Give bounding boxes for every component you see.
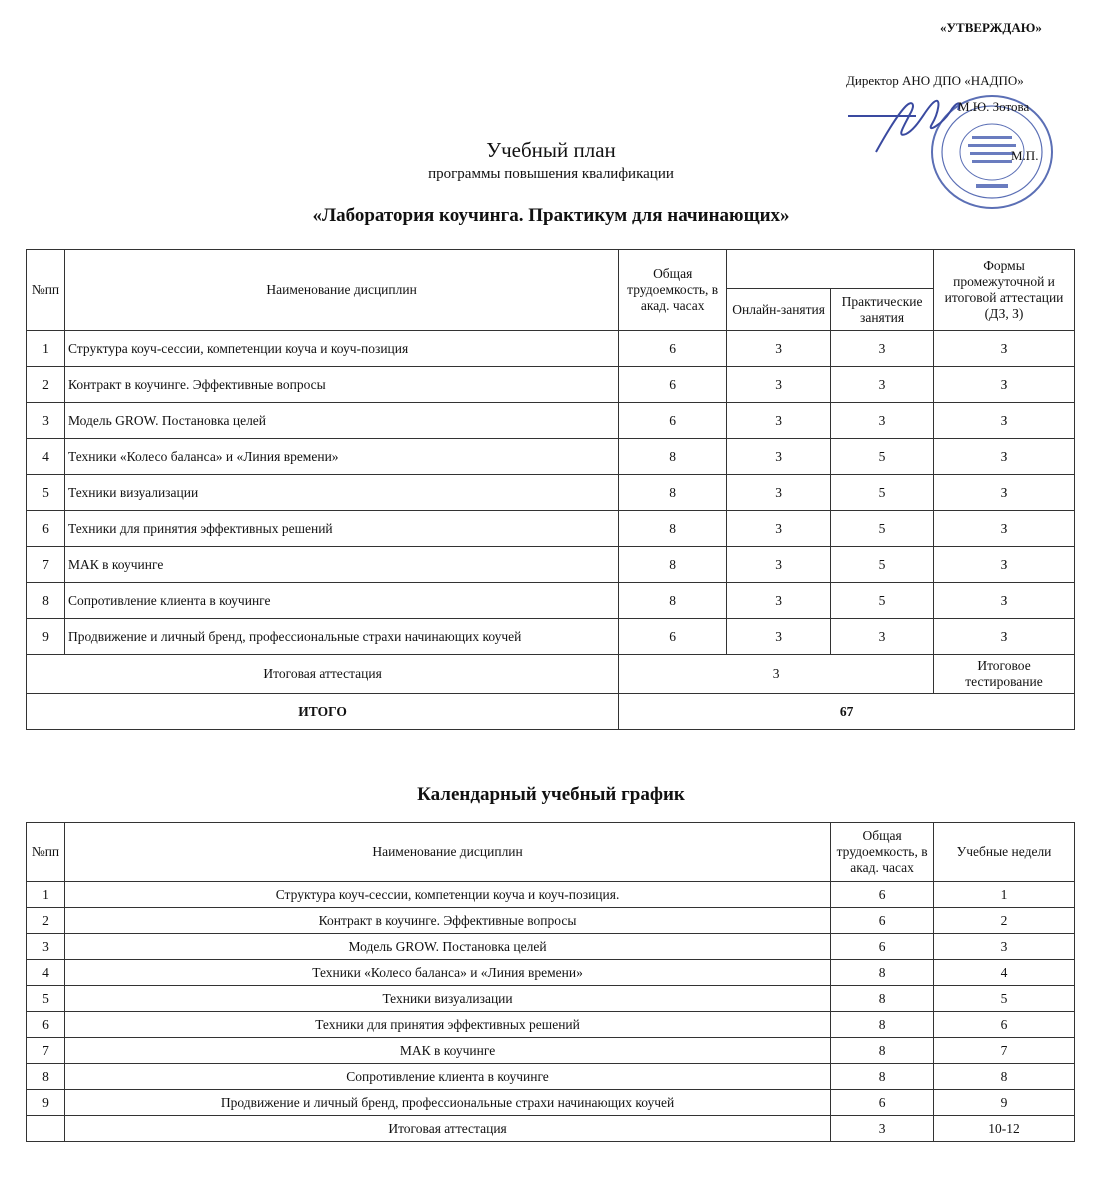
sched-cell-name: Сопротивление клиента в коучинге xyxy=(64,1064,830,1090)
sched-cell-name: Продвижение и личный бренд, профессиональные страхи начинающих коучей xyxy=(64,1090,830,1116)
sched-cell-name: МАК в коучинге xyxy=(64,1038,830,1064)
schedule-row xyxy=(27,1012,1075,1038)
header-online: Онлайн-занятия xyxy=(727,289,831,331)
plan-row xyxy=(27,439,1075,475)
plan-cell-num: 4 xyxy=(27,439,65,475)
sched-header-weeks: Учебные недели xyxy=(934,823,1075,882)
plan-cell-online: 3 xyxy=(727,583,831,619)
plan-cell-practice: 3 xyxy=(831,619,934,655)
sched-cell-total: 8 xyxy=(831,986,934,1012)
plan-cell-form: З xyxy=(934,547,1075,583)
sched-cell-total: 8 xyxy=(831,1038,934,1064)
sched-cell-week: 4 xyxy=(934,960,1075,986)
plan-cell-name: Модель GROW. Постановка целей xyxy=(64,403,618,439)
schedule-title: Календарный учебный график xyxy=(417,784,685,805)
sched-final-total: 3 xyxy=(831,1116,934,1142)
plan-cell-total: 6 xyxy=(619,619,727,655)
plan-cell-practice: 3 xyxy=(831,367,934,403)
plan-row xyxy=(27,583,1075,619)
plan-cell-practice: 3 xyxy=(831,331,934,367)
plan-cell-practice: 5 xyxy=(831,547,934,583)
total-value: 67 xyxy=(619,694,1075,730)
sched-cell-week: 2 xyxy=(934,908,1075,934)
schedule-row xyxy=(27,986,1075,1012)
plan-cell-online: 3 xyxy=(727,511,831,547)
plan-cell-form: З xyxy=(934,511,1075,547)
schedule-row xyxy=(27,908,1075,934)
sched-cell-num: 4 xyxy=(27,960,65,986)
sched-cell-num: 5 xyxy=(27,986,65,1012)
plan-cell-total: 8 xyxy=(619,547,727,583)
schedule-row xyxy=(27,1038,1075,1064)
final-label: Итоговая аттестация xyxy=(27,655,619,694)
plan-cell-practice: 5 xyxy=(831,439,934,475)
plan-cell-num: 1 xyxy=(27,331,65,367)
sched-cell-name: Техники «Колесо баланса» и «Линия времени» xyxy=(64,960,830,986)
schedule-row xyxy=(27,882,1075,908)
plan-cell-num: 6 xyxy=(27,511,65,547)
plan-cell-num: 8 xyxy=(27,583,65,619)
total-label: ИТОГО xyxy=(27,694,619,730)
sched-cell-total: 8 xyxy=(831,1012,934,1038)
plan-cell-form: З xyxy=(934,331,1075,367)
plan-row xyxy=(27,367,1075,403)
sched-cell-num: 6 xyxy=(27,1012,65,1038)
plan-cell-practice: 5 xyxy=(831,475,934,511)
plan-cell-online: 3 xyxy=(727,403,831,439)
sched-cell-name: Структура коуч-сессии, компетенции коуча и коуч-позиция. xyxy=(64,882,830,908)
plan-row xyxy=(27,511,1075,547)
director-title: Директор АНО ДПО «НАДПО» xyxy=(846,73,1024,88)
sched-cell-week: 9 xyxy=(934,1090,1075,1116)
sched-cell-total: 8 xyxy=(831,960,934,986)
plan-cell-total: 8 xyxy=(619,583,727,619)
schedule-table xyxy=(26,822,1075,1142)
schedule-row xyxy=(27,1064,1075,1090)
sched-cell-num: 1 xyxy=(27,882,65,908)
plan-cell-total: 8 xyxy=(619,439,727,475)
sched-cell-total: 6 xyxy=(831,1090,934,1116)
final-form: Итоговое тестирование xyxy=(934,655,1075,694)
plan-cell-num: 7 xyxy=(27,547,65,583)
plan-cell-practice: 5 xyxy=(831,583,934,619)
plan-cell-name: Контракт в коучинге. Эффективные вопросы xyxy=(64,367,618,403)
plan-cell-name: Продвижение и личный бренд, профессиональные страхи начинающих коучей xyxy=(64,619,618,655)
plan-cell-total: 8 xyxy=(619,475,727,511)
plan-cell-num: 2 xyxy=(27,367,65,403)
plan-cell-form: З xyxy=(934,475,1075,511)
signer-name: М.Ю. Зотова xyxy=(958,99,1030,114)
plan-cell-name: Структура коуч-сессии, компетенции коуча и коуч-позиция xyxy=(64,331,618,367)
plan-cell-total: 6 xyxy=(619,403,727,439)
plan-cell-online: 3 xyxy=(727,547,831,583)
sched-cell-num: 8 xyxy=(27,1064,65,1090)
plan-cell-online: 3 xyxy=(727,619,831,655)
sched-cell-week: 7 xyxy=(934,1038,1075,1064)
sched-header-name: Наименование дисциплин xyxy=(64,823,830,882)
sched-cell-name: Техники для принятия эффективных решений xyxy=(64,1012,830,1038)
seal-mark: М.П. xyxy=(1011,148,1039,163)
header-total: Общая трудоемкость, в акад. часах xyxy=(619,250,727,331)
program-title: «Лаборатория коучинга. Практикум для начинающих» xyxy=(312,205,790,226)
plan-row xyxy=(27,331,1075,367)
sched-cell-name: Контракт в коучинге. Эффективные вопросы xyxy=(64,908,830,934)
sched-cell-total: 6 xyxy=(831,908,934,934)
plan-cell-online: 3 xyxy=(727,367,831,403)
header-name: Наименование дисциплин xyxy=(64,250,618,331)
schedule-row xyxy=(27,1090,1075,1116)
plan-cell-practice: 5 xyxy=(831,511,934,547)
sched-cell-week: 8 xyxy=(934,1064,1075,1090)
sched-final-num xyxy=(27,1116,65,1142)
final-value: 3 xyxy=(619,655,934,694)
document-title: Учебный план xyxy=(486,138,616,162)
plan-row xyxy=(27,619,1075,655)
sched-cell-num: 9 xyxy=(27,1090,65,1116)
plan-cell-form: З xyxy=(934,403,1075,439)
plan-cell-online: 3 xyxy=(727,475,831,511)
plan-row xyxy=(27,547,1075,583)
plan-cell-name: МАК в коучинге xyxy=(64,547,618,583)
plan-cell-num: 3 xyxy=(27,403,65,439)
sched-cell-num: 7 xyxy=(27,1038,65,1064)
sched-cell-name: Модель GROW. Постановка целей xyxy=(64,934,830,960)
plan-cell-total: 6 xyxy=(619,367,727,403)
sched-cell-num: 3 xyxy=(27,934,65,960)
schedule-row xyxy=(27,960,1075,986)
plan-row xyxy=(27,403,1075,439)
plan-cell-form: З xyxy=(934,439,1075,475)
sched-header-num: №пп xyxy=(27,823,65,882)
sched-final-label: Итоговая аттестация xyxy=(64,1116,830,1142)
sched-cell-name: Техники визуализации xyxy=(64,986,830,1012)
plan-cell-form: З xyxy=(934,583,1075,619)
plan-cell-total: 8 xyxy=(619,511,727,547)
schedule-row xyxy=(27,934,1075,960)
sched-cell-total: 8 xyxy=(831,1064,934,1090)
header-forms: Формы промежуточной и итоговой аттестации (ДЗ, З) xyxy=(934,250,1075,331)
sched-header-total: Общая трудоемкость, в акад. часах xyxy=(831,823,934,882)
plan-cell-num: 5 xyxy=(27,475,65,511)
study-plan-table xyxy=(26,249,1075,730)
approval-label: «УТВЕРЖДАЮ» xyxy=(940,20,1042,35)
header-practice: Практические занятия xyxy=(831,289,934,331)
header-num: №пп xyxy=(27,250,65,331)
plan-cell-name: Техники визуализации xyxy=(64,475,618,511)
plan-row xyxy=(27,475,1075,511)
sched-cell-week: 5 xyxy=(934,986,1075,1012)
sched-cell-num: 2 xyxy=(27,908,65,934)
sched-cell-total: 6 xyxy=(831,882,934,908)
sched-cell-total: 6 xyxy=(831,934,934,960)
plan-cell-num: 9 xyxy=(27,619,65,655)
plan-cell-form: З xyxy=(934,367,1075,403)
plan-cell-name: Техники «Колесо баланса» и «Линия времени» xyxy=(64,439,618,475)
sched-final-weeks: 10-12 xyxy=(934,1116,1075,1142)
sched-cell-week: 6 xyxy=(934,1012,1075,1038)
plan-cell-total: 6 xyxy=(619,331,727,367)
sched-cell-week: 3 xyxy=(934,934,1075,960)
plan-cell-online: 3 xyxy=(727,439,831,475)
plan-cell-online: 3 xyxy=(727,331,831,367)
header-group xyxy=(727,250,934,289)
plan-cell-name: Сопротивление клиента в коучинге xyxy=(64,583,618,619)
plan-cell-practice: 3 xyxy=(831,403,934,439)
plan-cell-form: З xyxy=(934,619,1075,655)
plan-cell-name: Техники для принятия эффективных решений xyxy=(64,511,618,547)
document-subtitle: программы повышения квалификации xyxy=(428,166,674,182)
sched-cell-week: 1 xyxy=(934,882,1075,908)
